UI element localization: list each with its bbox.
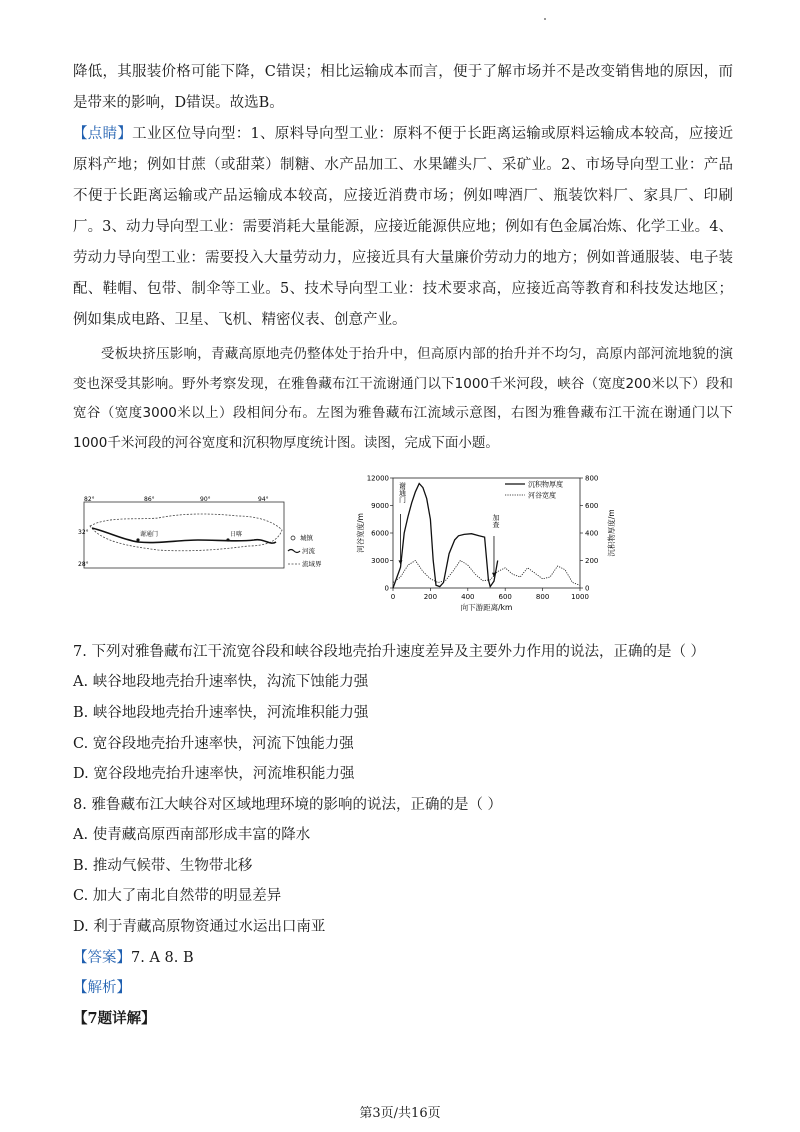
q8-option-d: D. 利于青藏高原物资通过水运出口南亚 (73, 919, 326, 935)
y-right-tick-label: 200 (585, 557, 599, 565)
annotation-label: 谢通门 (398, 482, 407, 503)
q7-option-a: A. 峡谷地段地壳抬升速率快，沟流下蚀能力强 (73, 674, 369, 690)
annotation-label: 加查 (491, 514, 500, 528)
y-right-axis-label: 沉积物厚度/m (607, 509, 616, 557)
y-right-tick-label: 600 (585, 502, 599, 510)
town-marker (136, 538, 139, 541)
lon-label: 94° (258, 496, 269, 503)
q8-stem: 8. 雅鲁藏布江大峡谷对区域地理环境的影响的说法，正确的是（ ） (73, 797, 503, 813)
legend-label: 流域界 (302, 560, 322, 568)
series-line-sediment-thickness (393, 484, 498, 589)
x-tick-label: 600 (498, 593, 512, 601)
width-thickness-chart (355, 470, 620, 620)
answer-label: 【答案】 (73, 950, 131, 966)
tip-text: 工业区位导向型：1、原料导向型工业：原料不便于长距离运输或原料运输成本较高，应接近原料产地；例如甘蔗（或甜菜）制糖、水产品加工、水果罐头厂、采矿业。2、市场导向型工业：产品不便于长距离运输或产品运输成本较高，应接近消费市场；例如啤酒厂、瓶装饮料厂、家具厂、印刷厂。3、动力导向型工业：需要消耗大量能源，应接近能源供应地；例如有色金属冶炼、化学工业。4、劳动力导向型工业：需要投入大量劳动力，应接近具有大量廉价劳动力的地方；例如普通服装、电子装配、鞋帽、包带、制伞等工业。5、技术导向型工业：技术要求高，应接近高等教育和科技发达地区；例如集成电路、卫星、飞机、精密仪表、创意产业。 (73, 126, 733, 328)
q7-option-d: D. 宽谷段地壳抬升速率快，河流堆积能力强 (73, 766, 355, 782)
tip-paragraph (73, 119, 733, 336)
y-left-tick-label: 9000 (371, 502, 389, 510)
legend-label: 河谷宽度 (528, 491, 556, 500)
town-marker (226, 538, 229, 541)
y-right-tick-label: 0 (585, 584, 590, 593)
answer-text: 7. A 8. B (131, 950, 194, 966)
legend-river-icon (288, 550, 300, 553)
tip-label: 【点睛】 (73, 126, 133, 142)
q7-stem: 7. 下列对雅鲁藏布江干流宽谷段和峡谷段地壳抬升速度差异及主要外力作用的说法，正确的是（ ） (73, 644, 706, 660)
legend-town-icon (291, 536, 295, 540)
legend-label: 城镇 (300, 534, 313, 542)
lon-label: 90° (200, 496, 211, 503)
lat-label: 32° (78, 529, 89, 536)
q8-option-a: A. 使青藏高原西南部形成丰富的降水 (73, 827, 311, 843)
analysis-label: 【解析】 (73, 980, 131, 996)
x-axis-label: 向下游距离/km (460, 603, 513, 612)
river-line (92, 528, 276, 543)
x-tick-label: 200 (423, 593, 438, 601)
lon-label: 86° (144, 496, 155, 503)
answer-line (73, 946, 194, 967)
q8-option-b: B. 推动气候带、生物带北移 (73, 858, 253, 874)
annotation-arrowhead (398, 560, 402, 564)
q8-option-c: C. 加大了南北自然带的明显差异 (73, 888, 282, 904)
x-tick-label: 400 (461, 593, 475, 601)
y-left-tick-label: 6000 (371, 529, 389, 538)
answer-continuation: 降低，其服装价格可能下降，C错误；相比运输成本而言，便于了解市场并不是改变销售地的原因，而是带来的影响，D错误。故选B。 (73, 64, 733, 111)
page-footer: 第3页/共16页 (359, 1106, 441, 1121)
x-tick-label: 800 (535, 593, 550, 601)
lat-label: 28° (78, 561, 89, 568)
y-left-tick-label: 12000 (366, 474, 389, 483)
q7-option-b: B. 峡谷地段地壳抬升速率快，河流堆积能力强 (73, 705, 369, 721)
legend-label: 沉积物厚度 (528, 480, 563, 489)
y-left-axis-label: 河谷宽度/m (356, 513, 365, 553)
legend-label: 河流 (302, 547, 315, 555)
question-intro: 受板块挤压影响，青藏高原地壳仍整体处于抬升中，但高原内部的抬升并不均匀，高原内部河流地貌的演变也深受其影响。野外考察发现，在雅鲁藏布江干流谢通门以下1000千米河段，峡谷（宽度200米以下）段和宽谷（宽度3000米以上）段相间分布。左图为雅鲁藏布江流域示意图，右图为雅鲁藏布江干流在谢通门以下1000千米河段的河谷宽度和沉积物厚度统计图。读图，完成下面小题。 (73, 346, 733, 451)
basin-map (78, 496, 358, 576)
y-left-tick-label: 3000 (371, 557, 389, 565)
detail-label: 【7题详解】 (73, 1010, 156, 1027)
y-left-tick-label: 0 (384, 584, 389, 593)
x-tick-label: 1000 (571, 593, 589, 601)
y-right-tick-label: 800 (585, 474, 599, 483)
place-label: 谢通门 (140, 531, 159, 538)
basin-boundary (90, 514, 282, 551)
scan-mark (544, 18, 546, 20)
q7-option-c: C. 宽谷段地壳抬升速率快，河流下蚀能力强 (73, 736, 354, 752)
x-tick-label: 0 (390, 593, 396, 601)
y-right-tick-label: 400 (585, 529, 599, 538)
lon-label: 82° (84, 496, 95, 503)
place-label: 日喀 (230, 531, 243, 538)
